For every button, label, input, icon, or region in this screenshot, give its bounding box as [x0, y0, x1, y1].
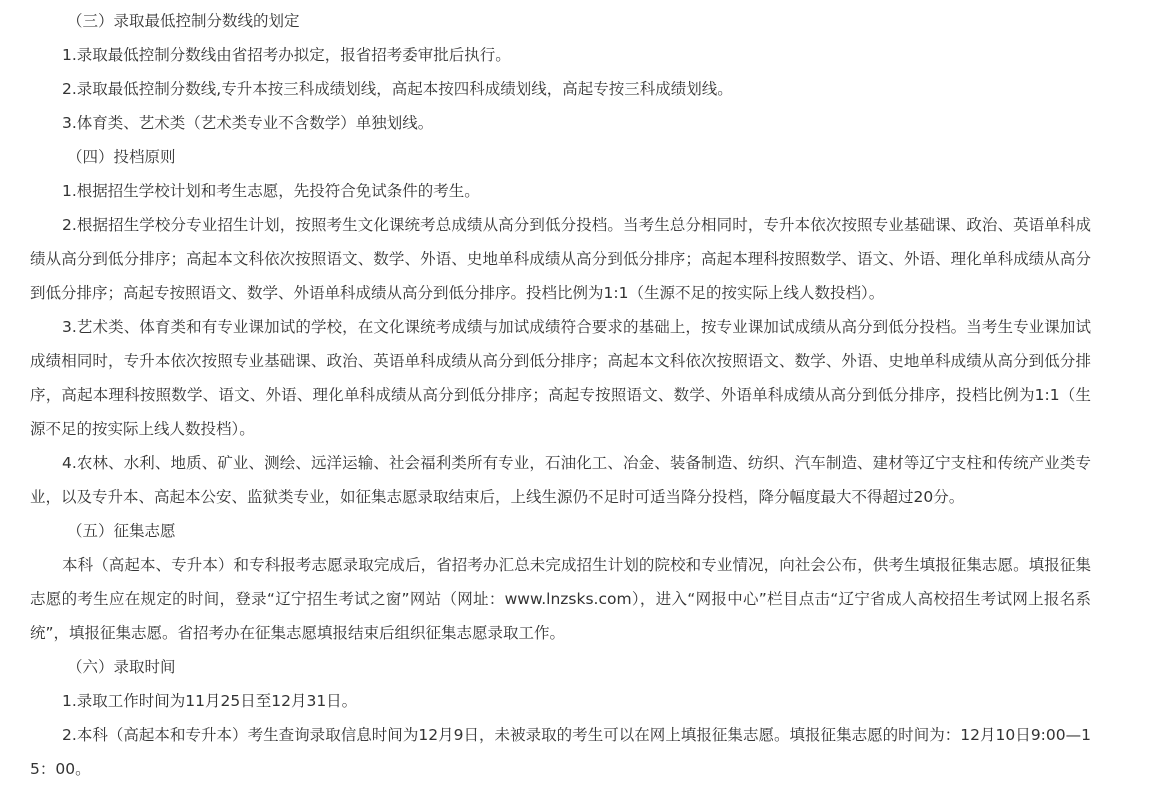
paragraph: 2.根据招生学校分专业招生计划，按照考生文化课统考总成绩从高分到低分投档。当考生总分相同时，专升本依次按照专业基础课、政治、英语单科成绩从高分到低分排序；高起本文科依次按照语文、数学、外语、史地单科成绩从高分到低分排序；高起本理科按照数学、语文、外语、理化单科成绩从高分到低分排序；高起专按照语文、数学、外语单科成绩从高分到低分排序。投档比例为1:1（生源不足的按实际上线人数投档）。	[30, 216, 1091, 302]
paragraph: 1.根据招生学校计划和考生志愿，先投符合免试条件的考生。	[62, 182, 480, 200]
paragraph: 4.农林、水利、地质、矿业、测绘、远洋运输、社会福利类所有专业，石油化工、冶金、装备制造、纺织、汽车制造、建材等辽宁支柱和传统产业类专业，以及专升本、高起本公安、监狱类专业，如征集志愿录取结束后，上线生源仍不足时可适当降分投档，降分幅度最大不得超过20分。	[30, 454, 1091, 506]
paragraph: 本科（高起本、专升本）和专科报考志愿录取完成后，省招考办汇总未完成招生计划的院校和专业情况，向社会公布，供考生填报征集志愿。填报征集志愿的考生应在规定的时间，登录“辽宁招生考试之窗”网站（网址：www.lnzsks.com），进入“网报中心”栏目点击“辽宁省成人高校招生考试网上报名系统”，填报征集志愿。省招考办在征集志愿填报结束后组织征集志愿录取工作。	[30, 556, 1091, 642]
paragraph: 2.录取最低控制分数线,专升本按三科成绩划线，高起本按四科成绩划线，高起专按三科成绩划线。	[62, 80, 733, 98]
paragraph: 2.本科（高起本和专升本）考生查询录取信息时间为12月9日，未被录取的考生可以在网上填报征集志愿。填报征集志愿的时间为：12月10日9:00—15：00。	[30, 726, 1091, 778]
paragraph: 1.录取最低控制分数线由省招考办拟定，报省招考委审批后执行。	[62, 46, 511, 64]
paragraph: 3.艺术类、体育类和有专业课加试的学校，在文化课统考成绩与加试成绩符合要求的基础上，按专业课加试成绩从高分到低分投档。当考生专业课加试成绩相同时，专升本依次按照专业基础课、政治、英语单科成绩从高分到低分排序；高起本文科依次按照语文、数学、外语、史地单科成绩从高分到低分排序，高起本理科按照数学、语文、外语、理化单科成绩从高分到低分排序；高起专按照语文、数学、外语单科成绩从高分到低分排序，投档比例为1:1（生源不足的按实际上线人数投档）。	[30, 318, 1091, 438]
section-heading-3: （三）录取最低控制分数线的划定	[67, 12, 300, 30]
paragraph: 1.录取工作时间为11月25日至12月31日。	[62, 692, 358, 710]
paragraph: 3.体育类、艺术类（艺术类专业不含数学）单独划线。	[62, 114, 434, 132]
section-heading-4: （四）投档原则	[67, 148, 176, 166]
section-heading-6: （六）录取时间	[67, 658, 176, 676]
section-heading-5: （五）征集志愿	[67, 522, 176, 540]
